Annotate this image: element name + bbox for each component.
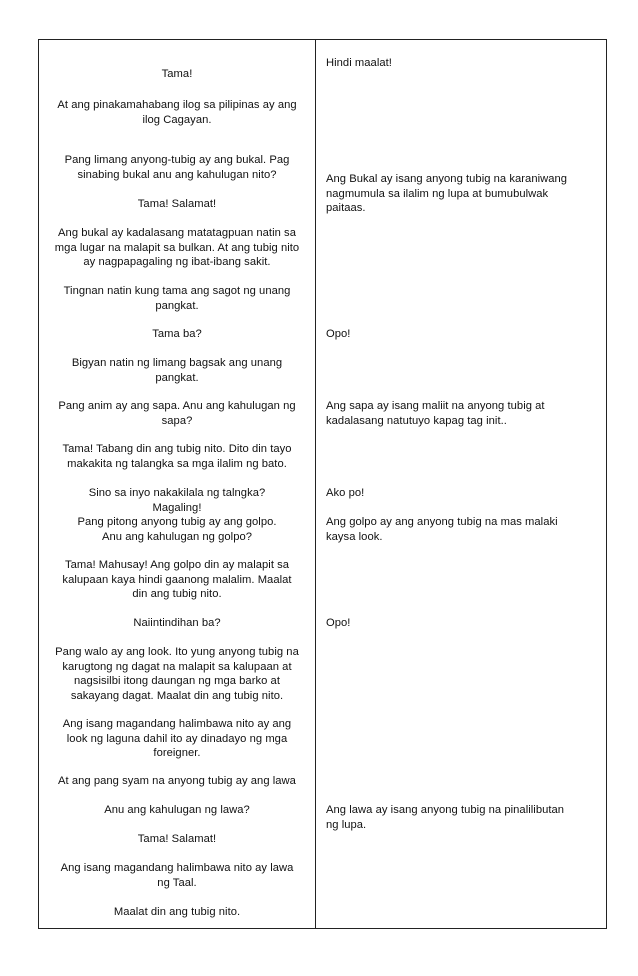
- teacher-line: pangkat.: [155, 371, 199, 384]
- student-line: kadalasang natutuyo kapag tag init..: [326, 414, 507, 427]
- student-line: Hindi maalat!: [326, 57, 392, 69]
- teacher-line: karugtong ng dagat na malapit sa kalupaan at: [62, 660, 292, 673]
- teacher-line: Tingnan natin kung tama ang sagot ng unang: [63, 285, 291, 297]
- teacher-line: Ang bukal ay kadalasang matatagpuan natin sa: [58, 227, 296, 239]
- teacher-line: Ang isang magandang halimbawa nito ay ang: [62, 718, 292, 730]
- student-line: Ang sapa ay isang maliit na anyong tubig at: [326, 400, 545, 412]
- student-line: Ang Bukal ay isang anyong tubig na karaniwang: [326, 173, 568, 185]
- teacher-line: Maalat din ang tubig nito.: [113, 906, 241, 918]
- student-line: kaysa look.: [326, 530, 383, 543]
- teacher-line: look ng laguna dahil ito ay dinadayo ng mga: [66, 732, 288, 745]
- teacher-line: sapa?: [161, 414, 193, 427]
- teacher-line: Pang walo ay ang look. Ito yung anyong tubig na: [55, 646, 299, 658]
- teacher-line: At ang pinakamahabang ilog sa pilipinas ay ang: [57, 99, 297, 111]
- teacher-line: sakayang dagat. Maalat din ang tubig nito.: [70, 689, 284, 702]
- teacher-line: ilog Cagayan.: [142, 113, 212, 126]
- teacher-line: mga lugar na malapit sa bulkan. At ang tubig nito: [54, 241, 300, 254]
- teacher-line: nagsisilbi itong daungan ng mga barko at: [73, 675, 280, 687]
- teacher-line: Tama! Salamat!: [137, 198, 217, 210]
- teacher-line: pangkat.: [155, 299, 199, 312]
- teacher-line: Tama ba?: [152, 328, 202, 340]
- student-line: ng lupa.: [326, 818, 367, 831]
- column-divider: [315, 40, 316, 928]
- teacher-line: foreigner.: [153, 747, 201, 759]
- teacher-line: kalupaan kaya hindi gaanong malalim. Maalat: [62, 573, 292, 586]
- student-line: Ako po!: [326, 487, 365, 499]
- student-line: Ang lawa ay isang anyong tubig na pinalilibutan: [326, 804, 565, 816]
- teacher-line: Ang isang magandang halimbawa nito ay lawa: [60, 862, 294, 874]
- teacher-line: Anu ang kahulugan ng golpo?: [101, 530, 253, 543]
- teacher-line: Bigyan natin ng limang bagsak ang unang: [71, 357, 283, 369]
- teacher-line: Anu ang kahulugan ng lawa?: [104, 804, 250, 816]
- teacher-line: ng Taal.: [157, 876, 197, 889]
- student-line: Opo!: [326, 617, 351, 629]
- teacher-line: din ang tubig nito.: [132, 588, 222, 600]
- teacher-line: Tama! Salamat!: [137, 833, 217, 845]
- teacher-line: Pang pitong anyong tubig ay ang golpo.: [77, 516, 277, 528]
- teacher-line: ay nagpapagaling ng ibat-ibang sakit.: [83, 256, 271, 268]
- teacher-line: Naiintindihan ba?: [133, 617, 221, 629]
- teacher-line: Sino sa inyo nakakilala ng talngka?: [88, 487, 266, 499]
- student-line: paitaas.: [326, 202, 366, 214]
- teacher-line: Tama! Tabang din ang tubig nito. Dito din tayo: [62, 443, 292, 455]
- student-line: Ang golpo ay ang anyong tubig na mas malaki: [326, 516, 558, 528]
- teacher-line: Tama! Mahusay! Ang golpo din ay malapit sa: [64, 559, 290, 571]
- teacher-line: sinabing bukal anu ang kahulugan nito?: [77, 168, 277, 181]
- teacher-line: makakita ng talangka sa mga ilalim ng bato.: [67, 457, 287, 470]
- teacher-line: At ang pang syam na anyong tubig ay ang lawa: [58, 775, 296, 787]
- teacher-line: Tama!: [161, 68, 193, 80]
- lesson-table: [38, 39, 607, 929]
- teacher-line: Pang anim ay ang sapa. Anu ang kahulugan ng: [58, 400, 296, 412]
- student-line: Opo!: [326, 328, 351, 340]
- teacher-line: Pang limang anyong-tubig ay ang bukal. Pag: [64, 154, 290, 166]
- student-line: nagmumula sa ilalim ng lupa at bumubulwak: [326, 187, 549, 200]
- teacher-line: Magaling!: [152, 501, 202, 514]
